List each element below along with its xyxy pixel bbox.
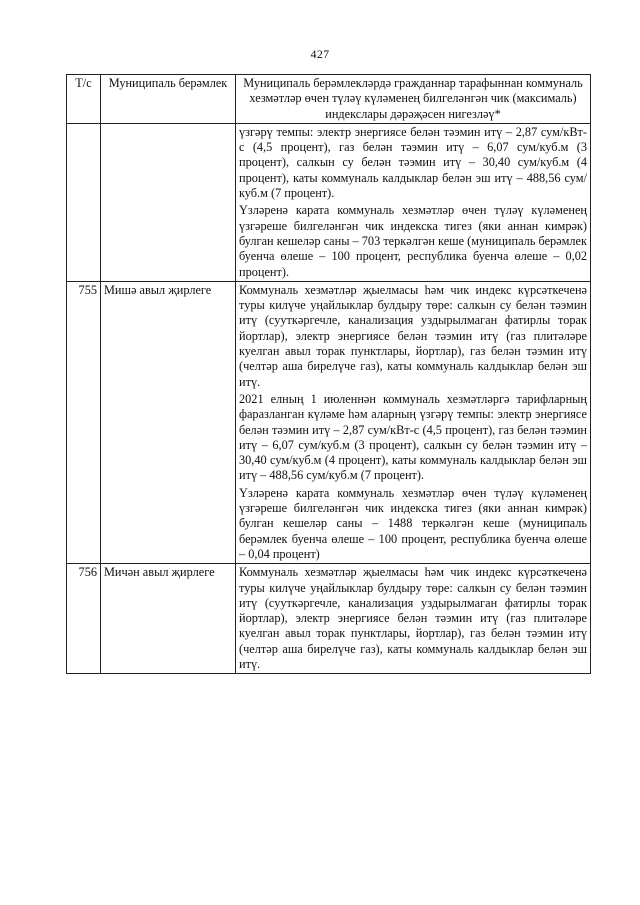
row-municipality <box>101 123 236 281</box>
row-description <box>236 564 591 674</box>
paragraph: 2021 елның 1 июленнән коммуналь хезмәтләргә тарифларның фаразланган күләме һәм аларның үзгәрү темпы: электр энергиясе белән тәэмин итү – 2,87 сум/кВт-с (4,5 процент), газ белән тәэмин итү – 6,07 сум/куб.м (3 процент), салкын су белән тәэмин итү – 30,40 сум/куб.м (4 процент), каты коммуналь калдыклар белән эш итү – 488,56 сум/куб.м (7 процент). <box>239 391 587 483</box>
header-number: Т/с <box>67 75 101 124</box>
row-municipality: Мичән авыл җирлеге <box>101 564 236 674</box>
table-header-row <box>67 75 591 124</box>
table-row <box>67 123 591 281</box>
paragraph: Коммуналь хезмәтләр җыелмасы һәм чик индекс күрсәткеченә туры килүче уңайлыклар булдыру төре: салкын су белән тәэмин итү (сууткәргечле, канализация уздырылмаган фатирлы торак йортлар), электр энергиясе белән тәэмин итү (газ плитәләре куелган авыл торак пунктлары, йортлар), газ белән тәэмин итү (челтәр аша бирелүче газ), каты коммуналь калдыклар белән эш итү. <box>239 565 587 671</box>
header-municipality: Муниципаль берәмлек <box>101 75 236 124</box>
page-number: 427 <box>310 47 330 61</box>
row-number: 756 <box>67 564 101 674</box>
row-number: 755 <box>67 281 101 563</box>
tariff-index-table <box>66 74 591 674</box>
paragraph: Үзләренә карата коммуналь хезмәтләр өчен түләү күләменең үзгәреше билгеләнгән чик индекска тигез (яки аннан кимрәк) булган кешеләр саны – 703 теркәлгән кеше (муниципаль берәмлек буенча өлеше – 100 процент, республика буенча өлеше – 0,02 процент). <box>239 203 587 279</box>
row-number <box>67 123 101 281</box>
paragraph: Үзләренә карата коммуналь хезмәтләр өчен түләү күләменең үзгәреше билгеләнгән чик индекска тигез (яки аннан кимрәк) булган кешеләр саны – 1488 теркәлгән кеше (муниципаль берәмлек буенча өлеше – 100 процент, республика буенча өлеше – 0,04 процент) <box>239 485 587 561</box>
row-description <box>236 123 591 281</box>
row-municipality: Мишә авыл җирлеге <box>101 281 236 563</box>
table-row <box>67 564 591 674</box>
header-description: Муниципаль берәмлекләрдә гражданнар тарафыннан коммуналь хезмәтләр өчен түләү күләменең билгеләнгән чик (максималь) индекслары дәрәҗәсен нигезләү* <box>236 75 591 124</box>
table-row <box>67 281 591 563</box>
paragraph: Коммуналь хезмәтләр җыелмасы һәм чик индекс күрсәткеченә туры килүче уңайлыклар булдыру төре: салкын су белән тәэмин итү (сууткәргечле, канализация уздырылмаган фатирлы торак йортлар), электр энергиясе белән тәэмин итү (газ плитәләре куелган авыл торак пунктлары, йортлар), газ белән тәэмин итү (челтәр аша бирелүче газ), каты коммуналь калдыклар белән эш итү. <box>239 282 587 389</box>
row-description <box>236 281 591 563</box>
paragraph: үзгәрү темпы: электр энергиясе белән тәэмин итү – 2,87 сум/кВт-с (4,5 процент), газ белән тәэмин итү – 6,07 сум/куб.м (3 процент), салкын су белән тәэмин итү – 30,40 сум/куб.м (4 процент), каты коммуналь калдыклар белән эш итү – 488,56 сум/куб.м (7 процент). <box>239 124 587 201</box>
